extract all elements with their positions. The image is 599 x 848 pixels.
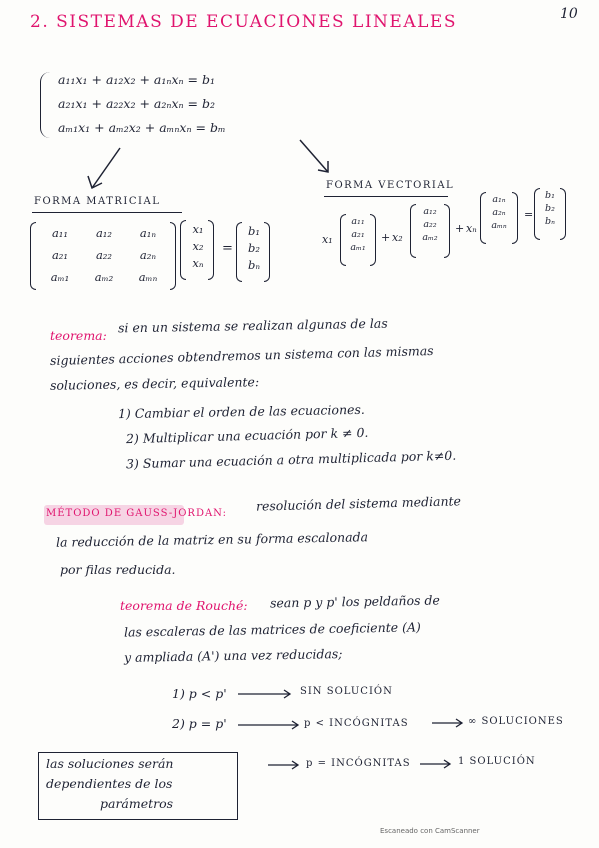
equation-2: a₂₁x₁ + a₂₂x₂ + a₂ₙxₙ = b₂ bbox=[58, 96, 215, 111]
teorema-line-3: soluciones, es decir, equivalente: bbox=[49, 374, 260, 393]
gauss-line-3: por filas reducida. bbox=[60, 562, 176, 577]
rouche-line-2: las escaleras de las matrices de coeficiente (A) bbox=[123, 619, 421, 640]
col1-right-bracket bbox=[370, 214, 376, 266]
a-m1: aₘ₁ bbox=[50, 270, 70, 284]
gauss-label: MÉTODO DE GAUSS-JORDAN: bbox=[46, 508, 227, 519]
matrix-a bbox=[38, 226, 170, 284]
vb-1: b₁ bbox=[545, 190, 555, 201]
arrow-to-matricial bbox=[88, 148, 120, 188]
rouche-label: teorema de Rouché: bbox=[120, 598, 248, 613]
a-11: a₁₁ bbox=[51, 226, 69, 240]
col2-right-bracket bbox=[444, 204, 450, 258]
case-1-result: SIN SOLUCIÓN bbox=[300, 686, 393, 697]
vectorial-x1: x₁ bbox=[322, 233, 333, 246]
note-line-1: las soluciones serán bbox=[46, 756, 174, 771]
teorema-label: teorema: bbox=[50, 328, 107, 343]
teorema-item-1: 1) Cambiar el orden de las ecuaciones. bbox=[117, 401, 365, 422]
note-line-2: dependientes de los bbox=[46, 776, 173, 791]
rouche-line-1: sean p y p' los peldaños de bbox=[269, 592, 440, 611]
col1-a21: a₂₁ bbox=[351, 229, 365, 240]
a-mn: aₘₙ bbox=[138, 270, 158, 284]
col2-a22: a₂₂ bbox=[423, 219, 437, 230]
case-2a-result: ∞ SOLUCIONES bbox=[468, 716, 564, 727]
teorema-item-3: 3) Sumar una ecuación a otra multiplicada por k≠0. bbox=[125, 447, 457, 472]
page-number: 10 bbox=[560, 6, 578, 22]
page-title: 2. SISTEMAS DE ECUACIONES LINEALES bbox=[30, 12, 457, 32]
column-1 bbox=[344, 216, 372, 253]
b-2: b₂ bbox=[248, 241, 260, 255]
coln-right-bracket bbox=[512, 192, 518, 244]
teorema-line-2: siguientes acciones obtendremos un sistema con las mismas bbox=[49, 342, 434, 369]
vectorial-plus-2: + bbox=[455, 222, 465, 235]
col2-am2: aₘ₂ bbox=[422, 232, 438, 243]
equation-1: a₁₁x₁ + a₁₂x₂ + a₁ₙxₙ = b₁ bbox=[58, 72, 215, 87]
forma-matricial-label: FORMA MATRICIAL bbox=[34, 196, 161, 207]
column-n bbox=[484, 194, 514, 231]
matrix-a-right-bracket bbox=[170, 222, 176, 290]
x-1: x₁ bbox=[192, 222, 204, 236]
a-12: a₁₂ bbox=[95, 226, 113, 240]
vector-b bbox=[242, 224, 266, 272]
gauss-line-2: la reducción de la matriz en su forma escalonada bbox=[55, 529, 369, 550]
vb-2: b₂ bbox=[545, 203, 555, 214]
vb-n: bₙ bbox=[545, 216, 555, 227]
vectorial-x2: x₂ bbox=[392, 231, 403, 244]
teorema-item-2: 2) Multiplicar una ecuación por k ≠ 0. bbox=[125, 424, 369, 447]
col2-a12: a₁₂ bbox=[423, 206, 437, 217]
a-21: a₂₁ bbox=[51, 248, 69, 262]
vectorial-equals: = bbox=[524, 208, 534, 221]
b-n: bₙ bbox=[247, 258, 261, 272]
a-1n: a₁ₙ bbox=[139, 226, 157, 240]
case-2a-condition: p < INCÓGNITAS bbox=[304, 718, 409, 729]
forma-vectorial-label: FORMA VECTORIAL bbox=[326, 180, 455, 191]
coln-a2n: a₂ₙ bbox=[492, 207, 506, 218]
note-line-3: parámetros bbox=[100, 796, 174, 811]
matrix-a-left-bracket bbox=[30, 222, 36, 290]
x-2: x₂ bbox=[192, 239, 204, 253]
case-2b-condition: p = INCÓGNITAS bbox=[306, 758, 411, 769]
b-1: b₁ bbox=[248, 224, 260, 238]
arrow-to-vectorial bbox=[300, 140, 328, 172]
coln-a1n: a₁ₙ bbox=[492, 194, 506, 205]
a-m2: aₘ₂ bbox=[94, 270, 114, 284]
vectorial-plus-1: + bbox=[381, 231, 391, 244]
matricial-equals: = bbox=[222, 241, 233, 256]
case-2-condition: 2) p = p' bbox=[172, 716, 227, 731]
forma-vectorial-underline bbox=[324, 196, 448, 197]
teorema-line-1: si en un sistema se realizan algunas de las bbox=[117, 315, 388, 336]
forma-matricial-underline bbox=[32, 212, 182, 213]
vb-right-bracket bbox=[560, 188, 566, 240]
gauss-line-1: resolución del sistema mediante bbox=[255, 493, 462, 514]
column-2 bbox=[414, 206, 446, 243]
scanner-footer: Escaneado con CamScanner bbox=[380, 827, 480, 835]
vector-x bbox=[186, 222, 210, 270]
equation-m: aₘ₁x₁ + aₘ₂x₂ + aₘₙxₙ = bₘ bbox=[58, 120, 226, 135]
rouche-line-3: y ampliada (A') una vez reducidas; bbox=[123, 646, 343, 665]
col1-a11: a₁₁ bbox=[351, 216, 365, 227]
a-2n: a₂ₙ bbox=[139, 248, 157, 262]
coln-amn: aₘₙ bbox=[491, 220, 507, 231]
vector-x-right-bracket bbox=[208, 220, 214, 280]
vectorial-b bbox=[538, 190, 562, 227]
a-22: a₂₂ bbox=[95, 248, 113, 262]
case-2b-result: 1 SOLUCIÓN bbox=[458, 756, 536, 767]
vector-b-right-bracket bbox=[264, 222, 270, 282]
case-1-condition: 1) p < p' bbox=[172, 686, 227, 701]
col1-am1: aₘ₁ bbox=[350, 242, 366, 253]
x-n: xₙ bbox=[192, 256, 204, 270]
vectorial-xn: xₙ bbox=[466, 222, 477, 235]
